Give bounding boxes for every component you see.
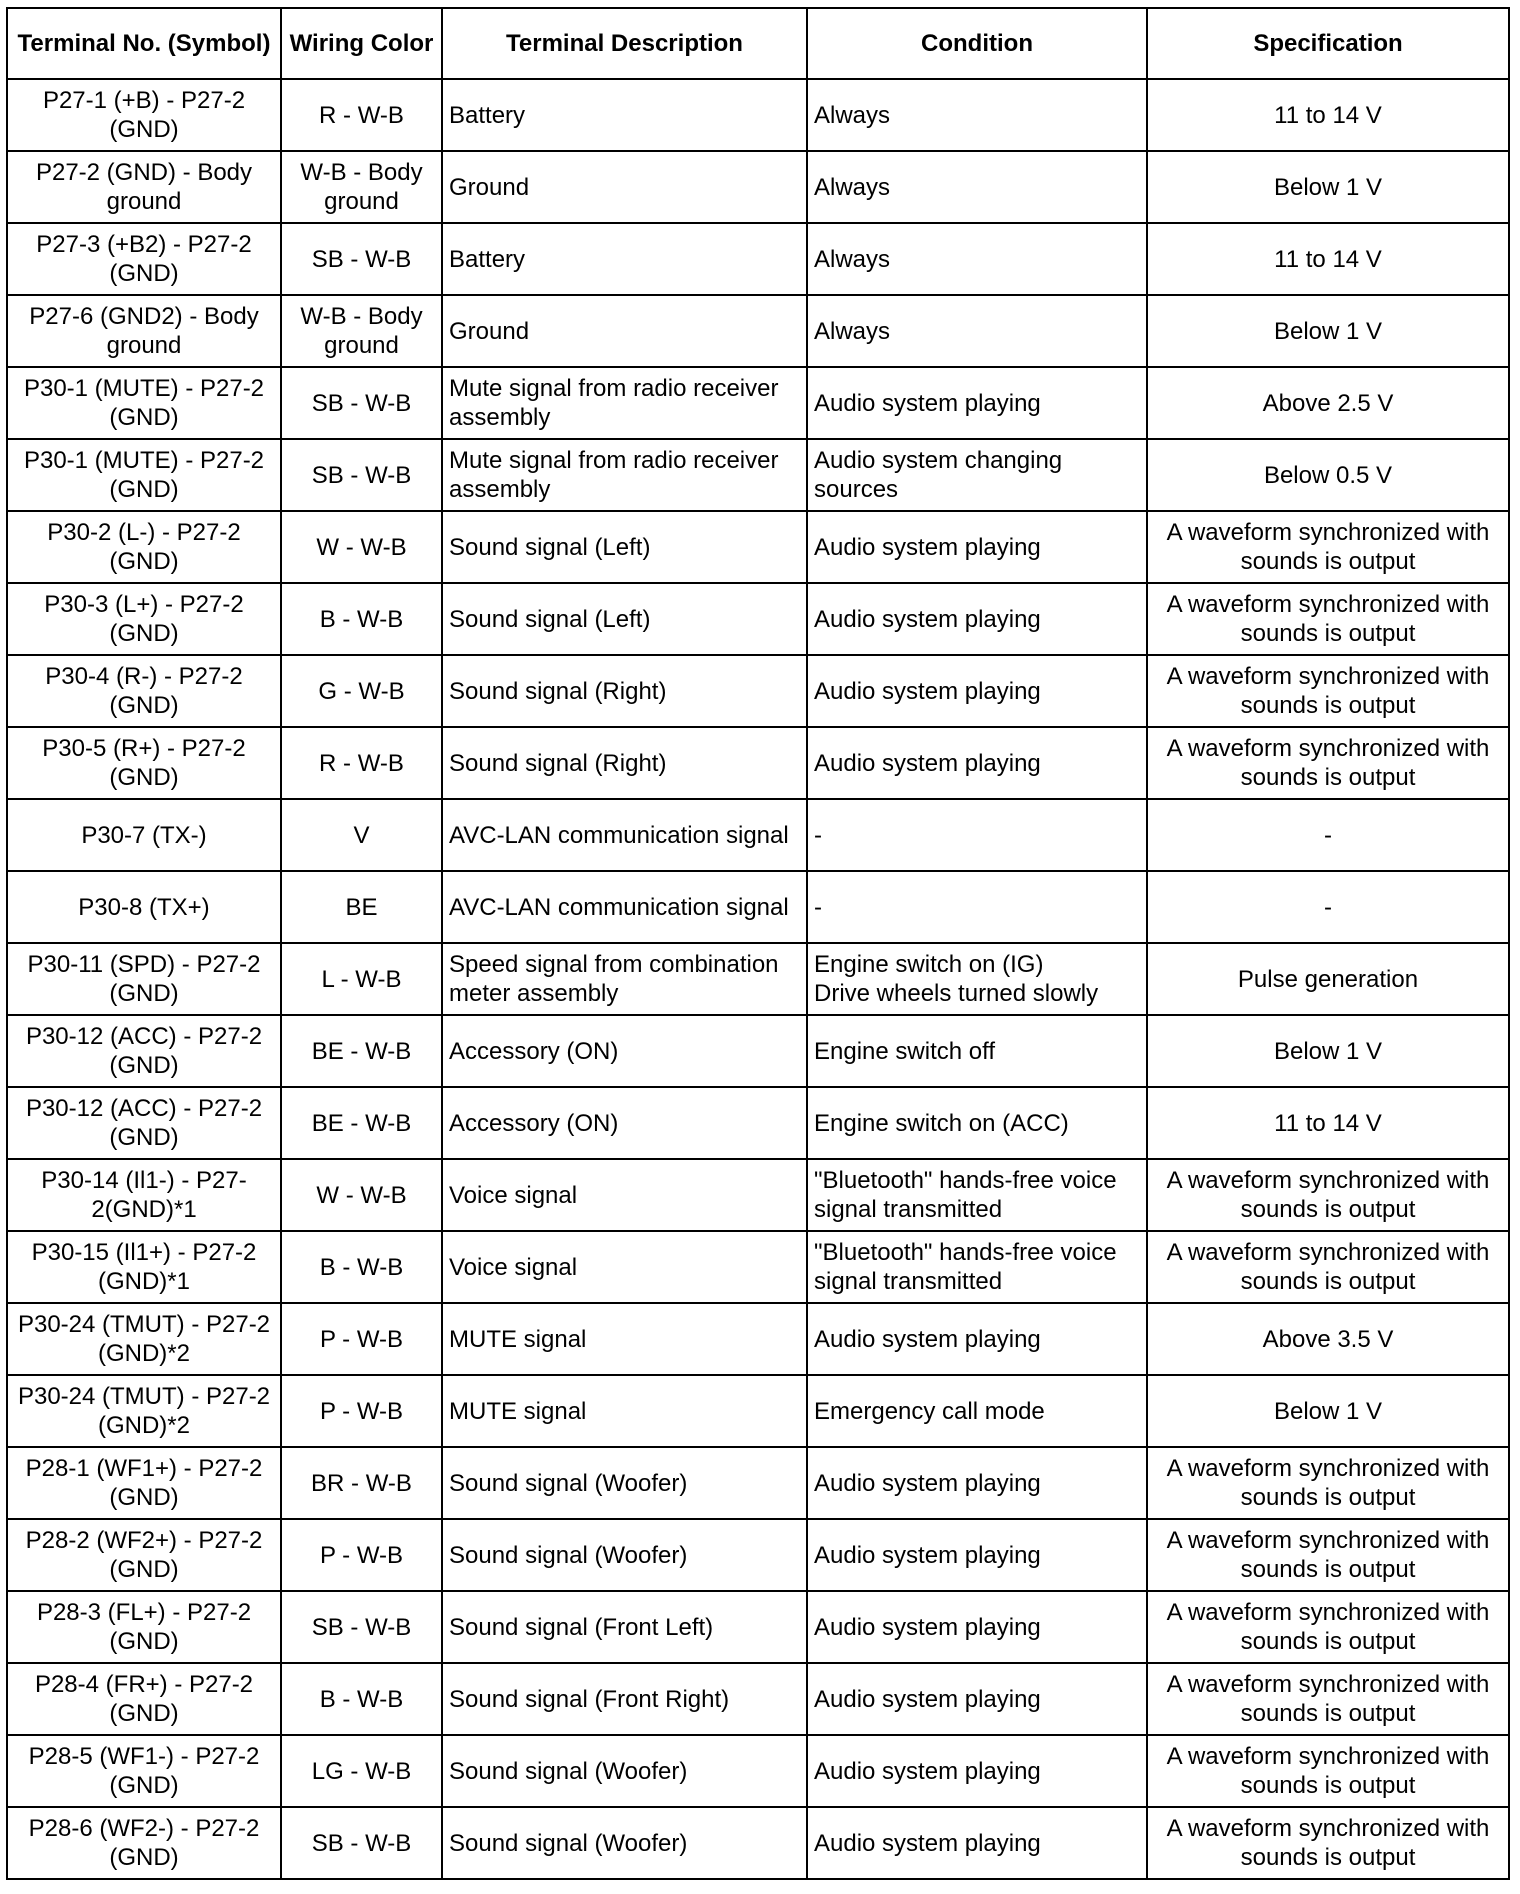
header-specification: Specification	[1147, 8, 1509, 79]
table-row	[7, 1663, 1509, 1735]
table-row	[7, 511, 1509, 583]
cell-wiring-color: BE - W-B	[281, 1015, 442, 1087]
cell-terminal-description: Sound signal (Front Left)	[442, 1591, 807, 1663]
cell-terminal-description: Sound signal (Woofer)	[442, 1807, 807, 1879]
cell-specification: -	[1147, 871, 1509, 943]
cell-terminal-description: Battery	[442, 79, 807, 151]
cell-specification: A waveform synchronized with sounds is output	[1147, 1519, 1509, 1591]
cell-terminal: P27-2 (GND) - Body ground	[7, 151, 281, 223]
cell-condition: Audio system playing	[807, 1735, 1147, 1807]
cell-terminal: P27-6 (GND2) - Body ground	[7, 295, 281, 367]
cell-condition: Always	[807, 223, 1147, 295]
table-row	[7, 655, 1509, 727]
cell-terminal-description: Sound signal (Left)	[442, 583, 807, 655]
cell-specification: A waveform synchronized with sounds is output	[1147, 727, 1509, 799]
cell-wiring-color: W - W-B	[281, 1159, 442, 1231]
cell-terminal-description: Accessory (ON)	[442, 1087, 807, 1159]
cell-terminal-description: Speed signal from combination meter assembly	[442, 943, 807, 1015]
cell-condition: Audio system playing	[807, 583, 1147, 655]
cell-terminal-description: Sound signal (Front Right)	[442, 1663, 807, 1735]
cell-specification: Above 3.5 V	[1147, 1303, 1509, 1375]
header-terminal-description: Terminal Description	[442, 8, 807, 79]
cell-specification: A waveform synchronized with sounds is output	[1147, 1231, 1509, 1303]
cell-terminal: P30-24 (TMUT) - P27-2 (GND)*2	[7, 1375, 281, 1447]
table-row	[7, 727, 1509, 799]
cell-terminal-description: Sound signal (Woofer)	[442, 1519, 807, 1591]
cell-condition: Audio system playing	[807, 1591, 1147, 1663]
cell-terminal: P28-2 (WF2+) - P27-2 (GND)	[7, 1519, 281, 1591]
cell-terminal: P27-1 (+B) - P27-2 (GND)	[7, 79, 281, 151]
cell-terminal-description: Voice signal	[442, 1231, 807, 1303]
table-row	[7, 1807, 1509, 1879]
cell-wiring-color: G - W-B	[281, 655, 442, 727]
cell-specification: Pulse generation	[1147, 943, 1509, 1015]
cell-terminal-description: Sound signal (Woofer)	[442, 1447, 807, 1519]
cell-specification: A waveform synchronized with sounds is output	[1147, 1447, 1509, 1519]
cell-wiring-color: BE	[281, 871, 442, 943]
cell-terminal-description: MUTE signal	[442, 1375, 807, 1447]
cell-terminal: P30-12 (ACC) - P27-2 (GND)	[7, 1015, 281, 1087]
cell-wiring-color: W - W-B	[281, 511, 442, 583]
cell-wiring-color: B - W-B	[281, 1663, 442, 1735]
cell-wiring-color: P - W-B	[281, 1375, 442, 1447]
cell-terminal: P27-3 (+B2) - P27-2 (GND)	[7, 223, 281, 295]
cell-wiring-color: L - W-B	[281, 943, 442, 1015]
cell-terminal-description: Ground	[442, 295, 807, 367]
cell-condition: Engine switch off	[807, 1015, 1147, 1087]
table-row	[7, 583, 1509, 655]
terminal-spec-table-container	[6, 7, 1508, 1880]
cell-terminal: P30-3 (L+) - P27-2 (GND)	[7, 583, 281, 655]
cell-wiring-color: BR - W-B	[281, 1447, 442, 1519]
cell-condition: Audio system changing sources	[807, 439, 1147, 511]
cell-terminal: P30-1 (MUTE) - P27-2 (GND)	[7, 439, 281, 511]
cell-specification: Below 0.5 V	[1147, 439, 1509, 511]
table-row	[7, 151, 1509, 223]
cell-terminal-description: Accessory (ON)	[442, 1015, 807, 1087]
table-header-row	[7, 8, 1509, 79]
cell-terminal-description: Voice signal	[442, 1159, 807, 1231]
cell-terminal-description: Sound signal (Right)	[442, 655, 807, 727]
cell-terminal-description: MUTE signal	[442, 1303, 807, 1375]
cell-wiring-color: SB - W-B	[281, 367, 442, 439]
cell-condition: Audio system playing	[807, 367, 1147, 439]
header-condition: Condition	[807, 8, 1147, 79]
cell-condition: Engine switch on (IG) Drive wheels turned slowly	[807, 943, 1147, 1015]
cell-wiring-color: SB - W-B	[281, 439, 442, 511]
terminal-spec-table	[6, 7, 1510, 1880]
cell-condition: "Bluetooth" hands-free voice signal transmitted	[807, 1231, 1147, 1303]
cell-condition: Always	[807, 79, 1147, 151]
cell-condition: Audio system playing	[807, 1519, 1147, 1591]
table-row	[7, 1375, 1509, 1447]
cell-wiring-color: LG - W-B	[281, 1735, 442, 1807]
table-row	[7, 799, 1509, 871]
cell-specification: A waveform synchronized with sounds is output	[1147, 1591, 1509, 1663]
cell-wiring-color: BE - W-B	[281, 1087, 442, 1159]
cell-terminal: P28-1 (WF1+) - P27-2 (GND)	[7, 1447, 281, 1519]
cell-condition: Audio system playing	[807, 1807, 1147, 1879]
cell-condition: -	[807, 871, 1147, 943]
cell-condition: Audio system playing	[807, 727, 1147, 799]
cell-specification: Below 1 V	[1147, 1015, 1509, 1087]
cell-specification: A waveform synchronized with sounds is output	[1147, 1735, 1509, 1807]
table-row	[7, 1735, 1509, 1807]
header-terminal: Terminal No. (Symbol)	[7, 8, 281, 79]
cell-condition: Audio system playing	[807, 655, 1147, 727]
cell-wiring-color: SB - W-B	[281, 223, 442, 295]
header-wiring-color: Wiring Color	[281, 8, 442, 79]
table-row	[7, 223, 1509, 295]
cell-condition: Emergency call mode	[807, 1375, 1147, 1447]
cell-condition: Audio system playing	[807, 1303, 1147, 1375]
cell-specification: Below 1 V	[1147, 151, 1509, 223]
table-row	[7, 871, 1509, 943]
cell-specification: Above 2.5 V	[1147, 367, 1509, 439]
cell-terminal: P30-4 (R-) - P27-2 (GND)	[7, 655, 281, 727]
cell-terminal-description: Mute signal from radio receiver assembly	[442, 367, 807, 439]
cell-terminal-description: Sound signal (Left)	[442, 511, 807, 583]
cell-terminal: P30-24 (TMUT) - P27-2 (GND)*2	[7, 1303, 281, 1375]
cell-condition: -	[807, 799, 1147, 871]
cell-specification: A waveform synchronized with sounds is output	[1147, 1159, 1509, 1231]
cell-terminal: P30-1 (MUTE) - P27-2 (GND)	[7, 367, 281, 439]
cell-wiring-color: P - W-B	[281, 1519, 442, 1591]
cell-terminal: P30-15 (Il1+) - P27-2 (GND)*1	[7, 1231, 281, 1303]
cell-specification: -	[1147, 799, 1509, 871]
table-row	[7, 1303, 1509, 1375]
cell-specification: A waveform synchronized with sounds is output	[1147, 655, 1509, 727]
cell-terminal-description: Ground	[442, 151, 807, 223]
cell-wiring-color: SB - W-B	[281, 1807, 442, 1879]
cell-wiring-color: W-B - Body ground	[281, 295, 442, 367]
table-row	[7, 79, 1509, 151]
cell-terminal: P30-2 (L-) - P27-2 (GND)	[7, 511, 281, 583]
cell-wiring-color: V	[281, 799, 442, 871]
cell-terminal: P30-12 (ACC) - P27-2 (GND)	[7, 1087, 281, 1159]
cell-terminal-description: Mute signal from radio receiver assembly	[442, 439, 807, 511]
cell-condition: Always	[807, 151, 1147, 223]
cell-wiring-color: SB - W-B	[281, 1591, 442, 1663]
cell-condition: Audio system playing	[807, 1663, 1147, 1735]
cell-terminal: P28-4 (FR+) - P27-2 (GND)	[7, 1663, 281, 1735]
table-body	[7, 79, 1509, 1879]
cell-wiring-color: W-B - Body ground	[281, 151, 442, 223]
cell-specification: 11 to 14 V	[1147, 1087, 1509, 1159]
cell-specification: Below 1 V	[1147, 295, 1509, 367]
table-row	[7, 295, 1509, 367]
cell-terminal: P30-11 (SPD) - P27-2 (GND)	[7, 943, 281, 1015]
cell-specification: A waveform synchronized with sounds is output	[1147, 1807, 1509, 1879]
table-row	[7, 439, 1509, 511]
cell-condition: Always	[807, 295, 1147, 367]
cell-wiring-color: B - W-B	[281, 583, 442, 655]
cell-condition: Audio system playing	[807, 511, 1147, 583]
cell-wiring-color: R - W-B	[281, 727, 442, 799]
cell-terminal-description: Sound signal (Woofer)	[442, 1735, 807, 1807]
cell-condition: "Bluetooth" hands-free voice signal transmitted	[807, 1159, 1147, 1231]
table-row	[7, 1087, 1509, 1159]
cell-specification: 11 to 14 V	[1147, 79, 1509, 151]
cell-terminal: P28-5 (WF1-) - P27-2 (GND)	[7, 1735, 281, 1807]
cell-specification: A waveform synchronized with sounds is output	[1147, 1663, 1509, 1735]
table-row	[7, 1591, 1509, 1663]
cell-terminal: P30-8 (TX+)	[7, 871, 281, 943]
cell-specification: A waveform synchronized with sounds is output	[1147, 583, 1509, 655]
table-row	[7, 1159, 1509, 1231]
cell-wiring-color: B - W-B	[281, 1231, 442, 1303]
cell-terminal-description: Battery	[442, 223, 807, 295]
cell-specification: Below 1 V	[1147, 1375, 1509, 1447]
cell-wiring-color: P - W-B	[281, 1303, 442, 1375]
cell-terminal-description: Sound signal (Right)	[442, 727, 807, 799]
cell-terminal-description: AVC-LAN communication signal	[442, 799, 807, 871]
cell-condition: Engine switch on (ACC)	[807, 1087, 1147, 1159]
cell-terminal: P28-3 (FL+) - P27-2 (GND)	[7, 1591, 281, 1663]
table-row	[7, 943, 1509, 1015]
cell-terminal: P30-7 (TX-)	[7, 799, 281, 871]
table-row	[7, 1447, 1509, 1519]
cell-specification: 11 to 14 V	[1147, 223, 1509, 295]
cell-terminal: P30-5 (R+) - P27-2 (GND)	[7, 727, 281, 799]
cell-specification: A waveform synchronized with sounds is output	[1147, 511, 1509, 583]
table-row	[7, 367, 1509, 439]
cell-wiring-color: R - W-B	[281, 79, 442, 151]
table-row	[7, 1231, 1509, 1303]
cell-condition: Audio system playing	[807, 1447, 1147, 1519]
cell-terminal: P28-6 (WF2-) - P27-2 (GND)	[7, 1807, 281, 1879]
table-row	[7, 1015, 1509, 1087]
cell-terminal-description: AVC-LAN communication signal	[442, 871, 807, 943]
cell-terminal: P30-14 (Il1-) - P27-2(GND)*1	[7, 1159, 281, 1231]
table-row	[7, 1519, 1509, 1591]
